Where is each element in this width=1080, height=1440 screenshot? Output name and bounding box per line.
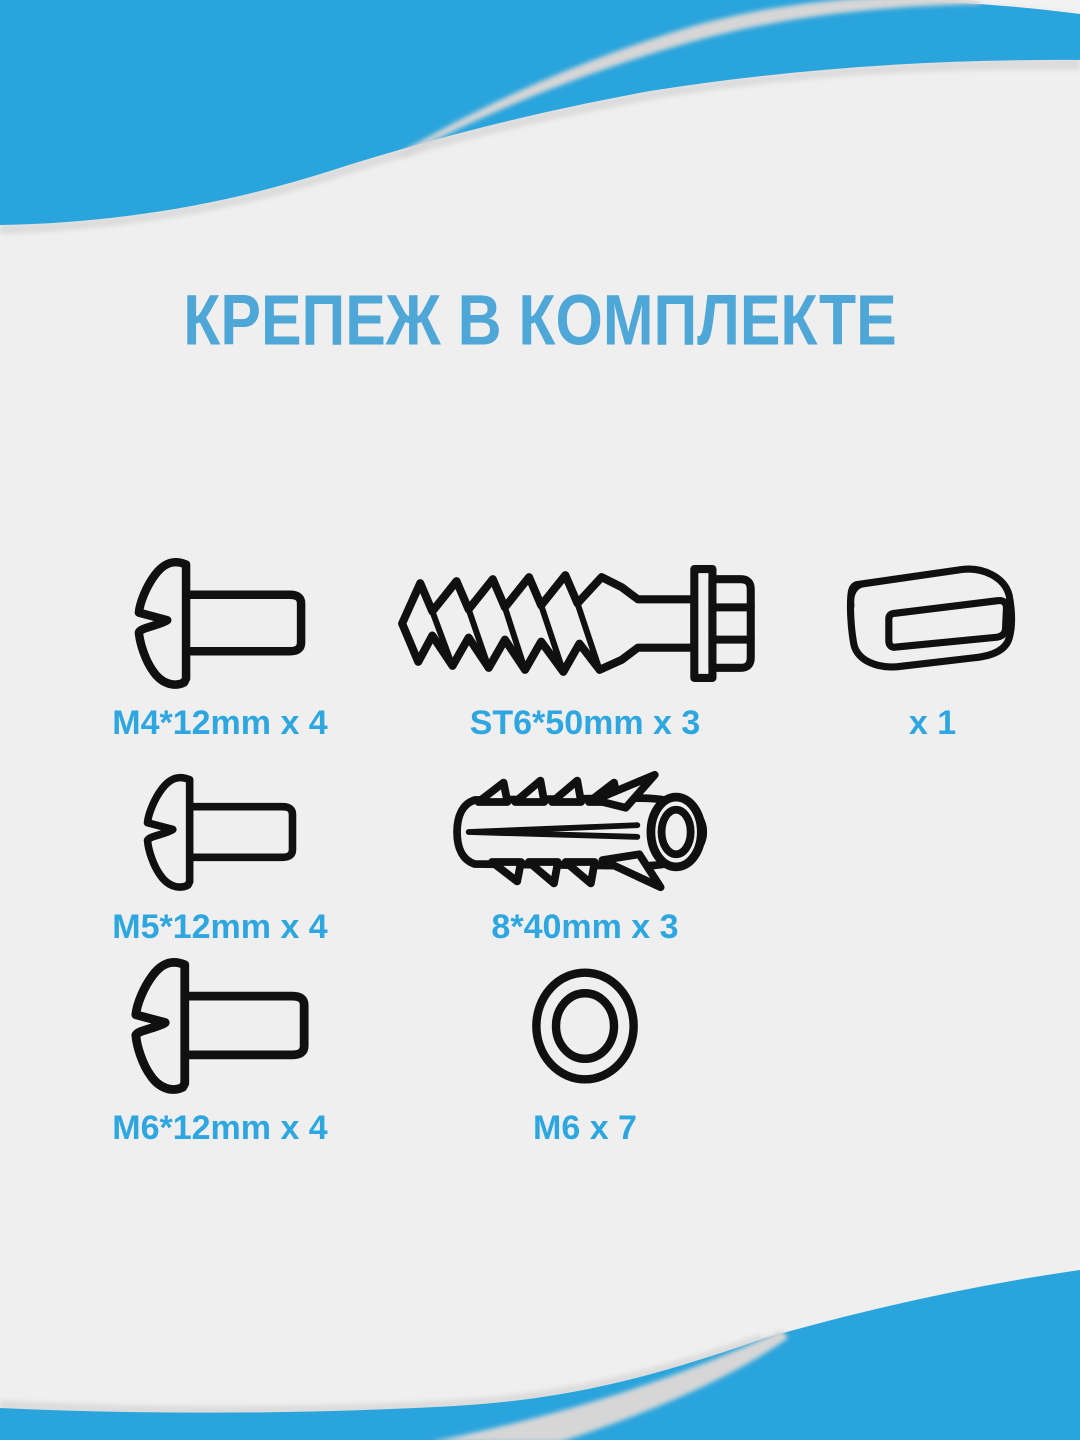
top-swoosh-graphic — [0, 0, 1080, 240]
item-machine-screw-m4 — [55, 548, 385, 743]
bottom-banner — [0, 1200, 1080, 1440]
end-cap-icon — [830, 548, 1035, 698]
item-label: x 1 — [908, 704, 957, 742]
item-label: M5*12mm x 4 — [112, 908, 328, 946]
washer-icon — [527, 948, 643, 1103]
item-wood-screw-st6 — [365, 548, 805, 743]
item-label: 8*40mm x 3 — [491, 908, 679, 946]
wall-anchor-icon — [449, 762, 721, 902]
top-banner — [0, 0, 1080, 240]
machine-screw-icon — [131, 762, 309, 902]
machine-screw-icon — [125, 548, 315, 698]
page-title: КРЕПЕЖ В КОМПЛЕКТЕ — [183, 279, 897, 361]
bottom-swoosh-blue — [0, 1270, 1080, 1440]
item-end-cap — [815, 548, 1050, 743]
item-washer — [365, 948, 805, 1148]
wood-screw-icon — [393, 548, 778, 698]
machine-screw-icon — [122, 948, 318, 1103]
item-label: M4*12mm x 4 — [112, 704, 328, 742]
item-machine-screw-m5 — [55, 762, 385, 947]
item-label: ST6*50mm x 3 — [469, 704, 701, 742]
bottom-swoosh-graphic — [0, 1200, 1080, 1440]
item-wall-anchor — [365, 762, 805, 947]
item-label: M6*12mm x 4 — [112, 1109, 328, 1147]
item-machine-screw-m6 — [55, 948, 385, 1148]
item-label: M6 x 7 — [533, 1109, 637, 1147]
top-swoosh-blue — [0, 0, 1080, 225]
